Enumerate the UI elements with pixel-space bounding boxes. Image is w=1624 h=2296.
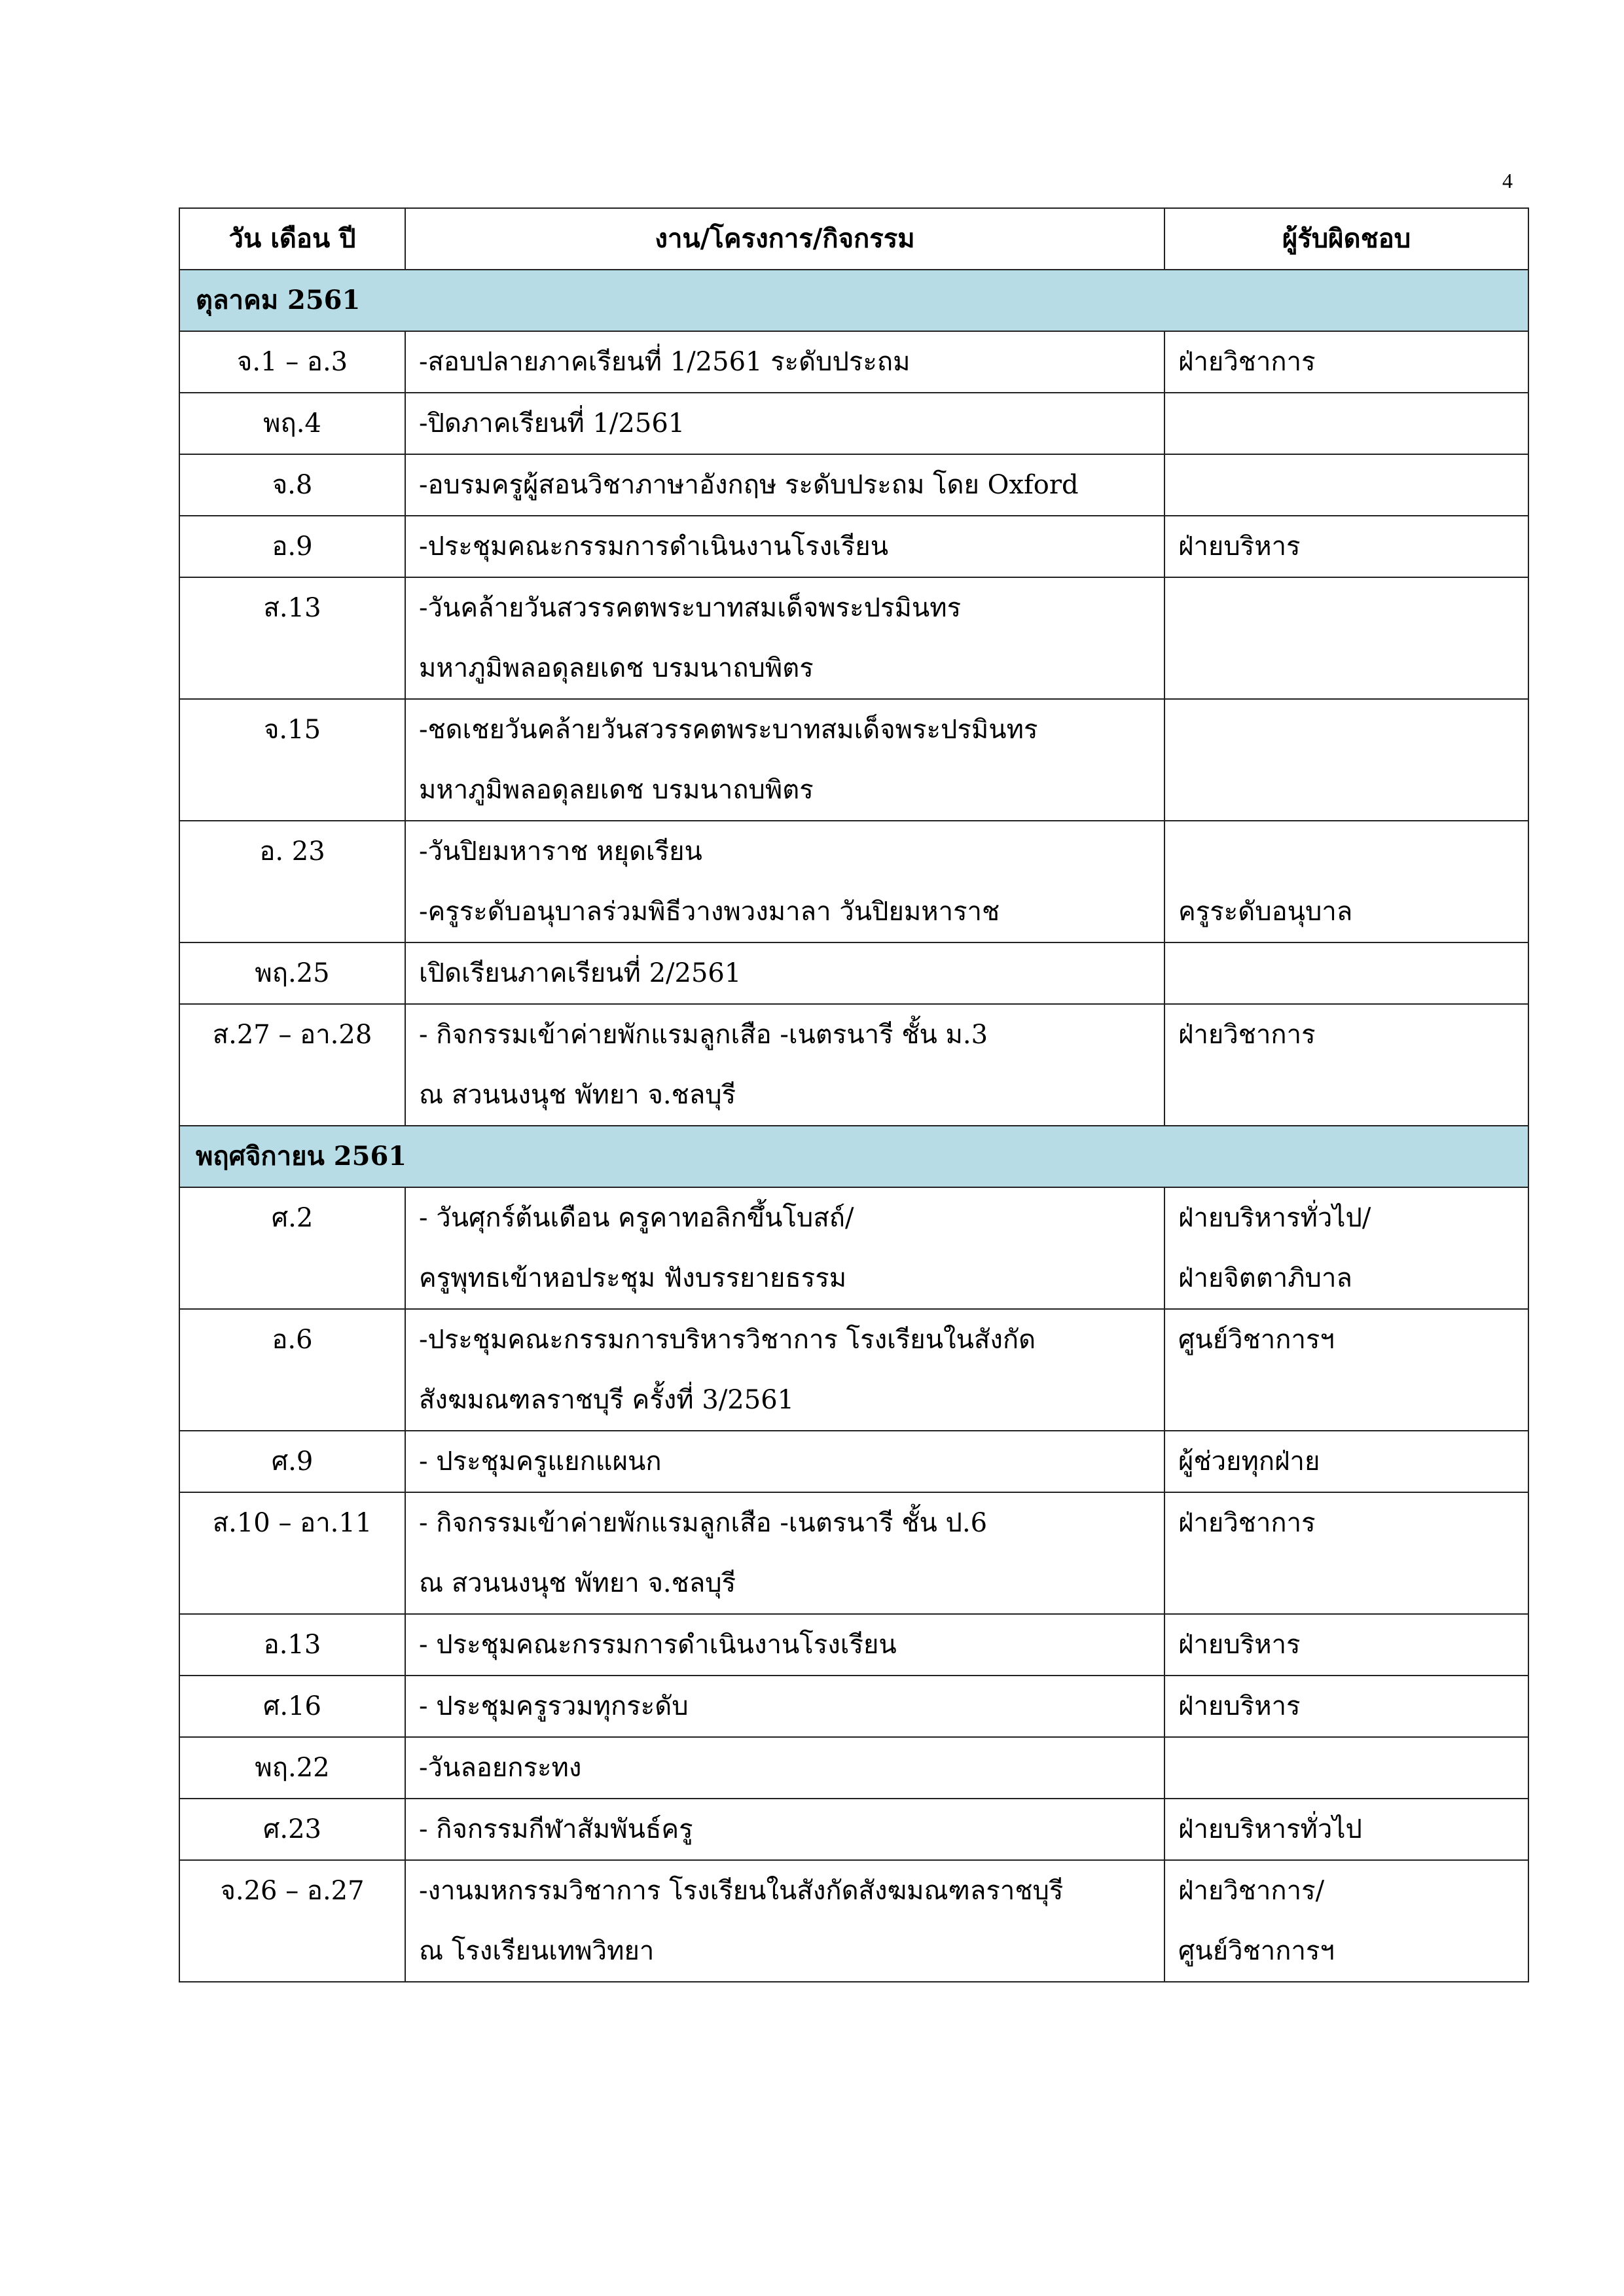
responsible-line: [1178, 700, 1515, 760]
table-row: [179, 577, 1528, 699]
date-cell: พฤ.22: [179, 1737, 405, 1799]
activity-line: - ประชุมคณะกรรมการดำเนินงานโรงเรียน: [419, 1630, 897, 1660]
responsible-line: [1178, 578, 1515, 638]
responsible-line: [1178, 1738, 1515, 1798]
activity-line: - ประชุมครูรวมทุกระดับ: [419, 1691, 689, 1721]
responsible-cell: [1164, 1492, 1528, 1614]
responsible-line: [1178, 393, 1515, 454]
responsible-cell: [1164, 1676, 1528, 1737]
responsible-cell: [1164, 1309, 1528, 1431]
header-responsible: ผู้รับผิดชอบ: [1164, 208, 1528, 270]
header-date: วัน เดือน ปี: [179, 208, 405, 270]
activity-line: ณ สวนนงนุช พัทยา จ.ชลบุรี: [419, 1568, 736, 1598]
responsible-cell: [1164, 1187, 1528, 1309]
date-cell: อ. 23: [179, 821, 405, 942]
responsible-cell: [1164, 331, 1528, 393]
responsible-cell: [1164, 1737, 1528, 1799]
activity-line: - ประชุมครูแยกแผนก: [419, 1446, 662, 1477]
responsible-cell: [1164, 393, 1528, 454]
responsible-cell: [1164, 821, 1528, 942]
table-row: [179, 699, 1528, 821]
table-row: [179, 1676, 1528, 1737]
responsible-line: ศูนย์วิชาการฯ: [1178, 1325, 1335, 1355]
date-cell: ศ.9: [179, 1431, 405, 1492]
responsible-line: [1178, 943, 1515, 1003]
table-row: [179, 516, 1528, 577]
responsible-cell: [1164, 577, 1528, 699]
activity-line: -วันปิยมหาราช หยุดเรียน: [419, 836, 702, 867]
activity-line: มหาภูมิพลอดุลยเดช บรมนาถบพิตร: [419, 775, 814, 805]
activity-line: - วันศุกร์ต้นเดือน ครูคาทอลิกขึ้นโบสถ์/: [419, 1203, 854, 1233]
date-cell: อ.9: [179, 516, 405, 577]
date-cell: ศ.23: [179, 1799, 405, 1860]
date-cell: จ.26 – อ.27: [179, 1860, 405, 1982]
schedule-body: [179, 270, 1528, 1982]
schedule-table: [179, 207, 1529, 1982]
activity-line: -ชดเชยวันคล้ายวันสวรรคตพระบาทสมเด็จพระปรมินทร: [419, 715, 1038, 745]
date-cell: อ.6: [179, 1309, 405, 1431]
date-cell: ส.13: [179, 577, 405, 699]
activity-line: ครูพุทธเข้าหอประชุม ฟังบรรยายธรรม: [419, 1263, 847, 1293]
activity-cell: [405, 1676, 1164, 1737]
responsible-line: [1178, 821, 1515, 882]
table-row: [179, 1004, 1528, 1126]
responsible-cell: [1164, 454, 1528, 516]
responsible-line: ศูนย์วิชาการฯ: [1178, 1936, 1335, 1966]
activity-cell: [405, 393, 1164, 454]
date-cell: ส.27 – อา.28: [179, 1004, 405, 1126]
activity-line: -ประชุมคณะกรรมการบริหารวิชาการ โรงเรียนในสังกัด: [419, 1325, 1036, 1355]
date-cell: จ.1 – อ.3: [179, 331, 405, 393]
month-title: ตุลาคม 2561: [179, 270, 1528, 331]
responsible-line: ครูระดับอนุบาล: [1178, 897, 1353, 927]
table-row: [179, 331, 1528, 393]
responsible-line: ฝ่ายบริหาร: [1178, 531, 1301, 562]
responsible-line: ฝ่ายวิชาการ: [1178, 347, 1316, 377]
responsible-line: ผู้ช่วยทุกฝ่าย: [1178, 1446, 1320, 1477]
table-row: [179, 1492, 1528, 1614]
responsible-line: ฝ่ายบริหารทั่วไป/: [1178, 1203, 1371, 1233]
responsible-cell: [1164, 942, 1528, 1004]
activity-line: -สอบปลายภาคเรียนที่ 1/2561 ระดับประถม: [419, 347, 911, 377]
month-header-row: [179, 270, 1528, 331]
activity-line: - กิจกรรมกีฬาสัมพันธ์ครู: [419, 1814, 693, 1844]
header-activity: งาน/โครงการ/กิจกรรม: [405, 208, 1164, 270]
activity-cell: [405, 1431, 1164, 1492]
month-header-row: [179, 1126, 1528, 1187]
date-cell: ศ.2: [179, 1187, 405, 1309]
date-cell: พฤ.25: [179, 942, 405, 1004]
activity-line: ณ สวนนงนุช พัทยา จ.ชลบุรี: [419, 1080, 736, 1110]
activity-line: สังฆมณฑลราชบุรี ครั้งที่ 3/2561: [419, 1385, 795, 1415]
activity-cell: [405, 699, 1164, 821]
table-row: [179, 454, 1528, 516]
responsible-cell: [1164, 1431, 1528, 1492]
activity-cell: [405, 1004, 1164, 1126]
activity-line: - กิจกรรมเข้าค่ายพักแรมลูกเสือ -เนตรนารี ชั้น ป.6: [419, 1508, 988, 1538]
activity-line: -อบรมครูผู้สอนวิชาภาษาอังกฤษ ระดับประถม โดย Oxford: [419, 470, 1079, 500]
table-row: [179, 1309, 1528, 1431]
table-row: [179, 393, 1528, 454]
activity-line: -วันลอยกระทง: [419, 1753, 582, 1783]
table-row: [179, 942, 1528, 1004]
activity-cell: [405, 942, 1164, 1004]
month-title: พฤศจิกายน 2561: [179, 1126, 1528, 1187]
table-row: [179, 1799, 1528, 1860]
activity-line: -ประชุมคณะกรรมการดำเนินงานโรงเรียน: [419, 531, 889, 562]
activity-cell: [405, 516, 1164, 577]
responsible-cell: [1164, 1799, 1528, 1860]
activity-cell: [405, 331, 1164, 393]
activity-cell: [405, 454, 1164, 516]
activity-cell: [405, 1860, 1164, 1982]
page-number: 4: [1502, 169, 1513, 192]
activity-line: -วันคล้ายวันสวรรคตพระบาทสมเด็จพระปรมินทร: [419, 593, 962, 623]
header-row: [179, 208, 1528, 270]
responsible-line: ฝ่ายบริหาร: [1178, 1691, 1301, 1721]
activity-line: เปิดเรียนภาคเรียนที่ 2/2561: [419, 958, 742, 988]
activity-line: -ครูระดับอนุบาลร่วมพิธีวางพวงมาลา วันปิยมหาราช: [419, 897, 1000, 927]
activity-cell: [405, 1492, 1164, 1614]
responsible-line: ฝ่ายวิชาการ/: [1178, 1876, 1325, 1906]
responsible-line: ฝ่ายบริหาร: [1178, 1630, 1301, 1660]
table-row: [179, 1737, 1528, 1799]
responsible-cell: [1164, 1860, 1528, 1982]
activity-cell: [405, 1614, 1164, 1676]
responsible-line: ฝ่ายวิชาการ: [1178, 1508, 1316, 1538]
table-row: [179, 821, 1528, 942]
activity-cell: [405, 821, 1164, 942]
responsible-cell: [1164, 699, 1528, 821]
responsible-cell: [1164, 1004, 1528, 1126]
date-cell: อ.13: [179, 1614, 405, 1676]
activity-line: -ปิดภาคเรียนที่ 1/2561: [419, 408, 685, 439]
activity-cell: [405, 577, 1164, 699]
activity-cell: [405, 1187, 1164, 1309]
activity-line: - กิจกรรมเข้าค่ายพักแรมลูกเสือ -เนตรนารี ชั้น ม.3: [419, 1020, 988, 1050]
responsible-line: ฝ่ายบริหารทั่วไป: [1178, 1814, 1362, 1844]
date-cell: ส.10 – อา.11: [179, 1492, 405, 1614]
responsible-cell: [1164, 516, 1528, 577]
table-row: [179, 1860, 1528, 1982]
activity-line: -งานมหกรรมวิชาการ โรงเรียนในสังกัดสังฆมณฑลราชบุรี: [419, 1876, 1064, 1906]
table-row: [179, 1187, 1528, 1309]
date-cell: จ.8: [179, 454, 405, 516]
activity-line: ณ โรงเรียนเทพวิทยา: [419, 1936, 655, 1966]
responsible-line: ฝ่ายจิตตาภิบาล: [1178, 1263, 1352, 1293]
date-cell: ศ.16: [179, 1676, 405, 1737]
responsible-line: [1178, 455, 1515, 515]
activity-cell: [405, 1309, 1164, 1431]
responsible-line: ฝ่ายวิชาการ: [1178, 1020, 1316, 1050]
activity-cell: [405, 1737, 1164, 1799]
table-row: [179, 1614, 1528, 1676]
date-cell: พฤ.4: [179, 393, 405, 454]
activity-cell: [405, 1799, 1164, 1860]
date-cell: จ.15: [179, 699, 405, 821]
activity-line: มหาภูมิพลอดุลยเดช บรมนาถบพิตร: [419, 653, 814, 683]
responsible-cell: [1164, 1614, 1528, 1676]
table-row: [179, 1431, 1528, 1492]
